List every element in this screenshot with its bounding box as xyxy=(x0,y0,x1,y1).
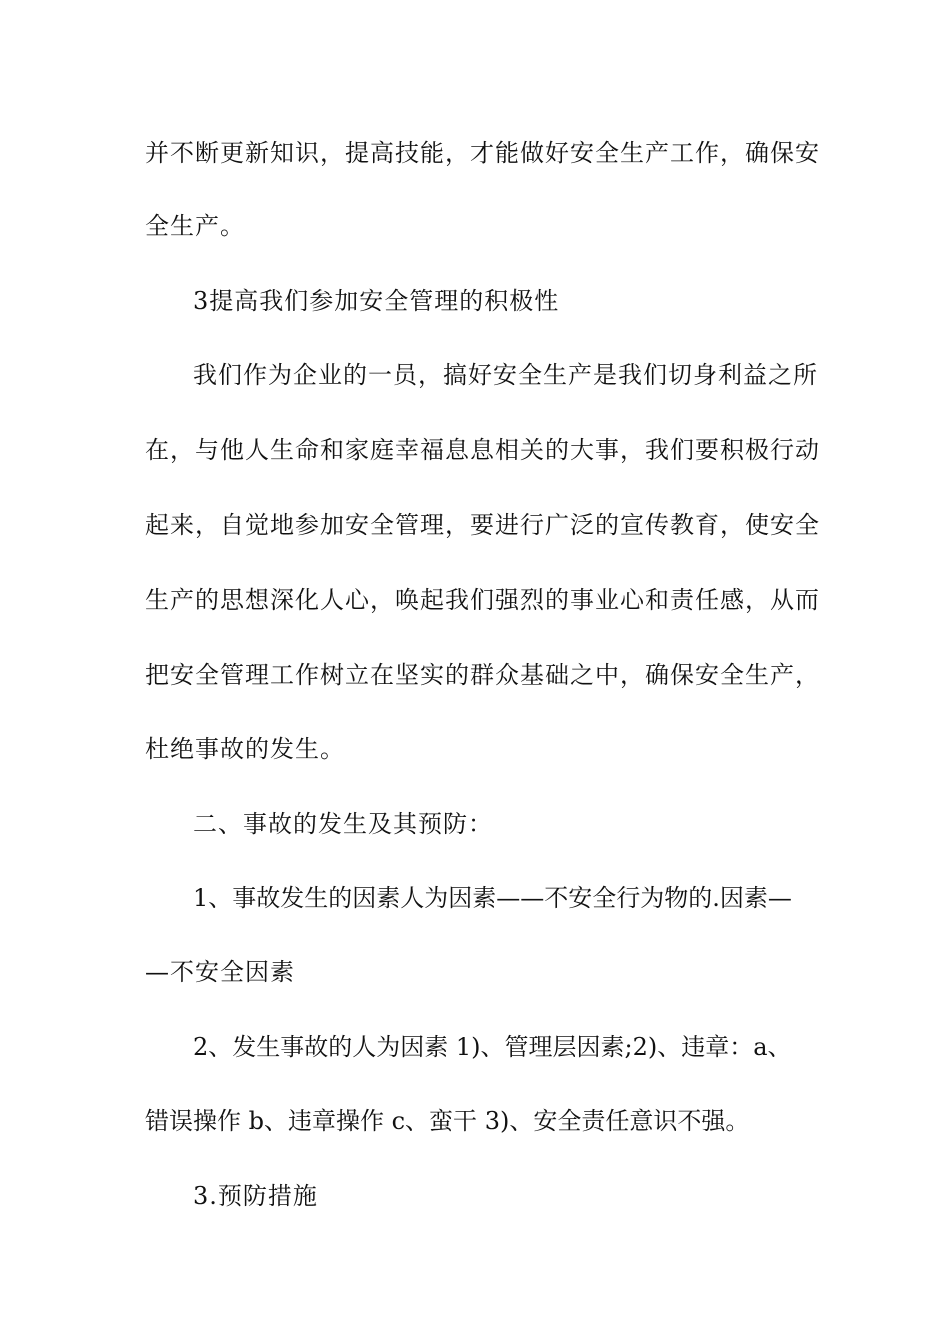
list-item-continuation: 错误操作 b、违章操作 c、蛮干 3)、安全责任意识不强。 xyxy=(145,1107,750,1135)
section-heading: 二、事故的发生及其预防： xyxy=(193,810,493,838)
list-item: 1、事故发生的因素人为因素——不安全行为物的.因素— xyxy=(193,884,792,912)
paragraph-line: 全生产。 xyxy=(145,212,245,240)
paragraph-line: 并不断更新知识，提高技能，才能做好安全生产工作，确保安 xyxy=(145,139,820,167)
paragraph-line: 把安全管理工作树立在坚实的群众基础之中，确保安全生产， xyxy=(145,661,820,689)
paragraph-line: 生产的思想深化人心，唤起我们强烈的事业心和责任感，从而 xyxy=(145,586,820,614)
paragraph-line: 在，与他人生命和家庭幸福息息相关的大事，我们要积极行动 xyxy=(145,436,820,464)
paragraph-line: 我们作为企业的一员，搞好安全生产是我们切身利益之所 xyxy=(193,361,818,389)
section-heading: 3.预防措施 xyxy=(193,1182,318,1210)
list-item: 2、发生事故的人为因素 1)、管理层因素;2)、违章：a、 xyxy=(193,1033,792,1061)
paragraph-line: 起来，自觉地参加安全管理，要进行广泛的宣传教育，使安全 xyxy=(145,511,820,539)
paragraph-line: 杜绝事故的发生。 xyxy=(145,735,345,763)
list-item-continuation: —不安全因素 xyxy=(145,958,295,986)
section-heading: 3提高我们参加安全管理的积极性 xyxy=(193,287,560,315)
